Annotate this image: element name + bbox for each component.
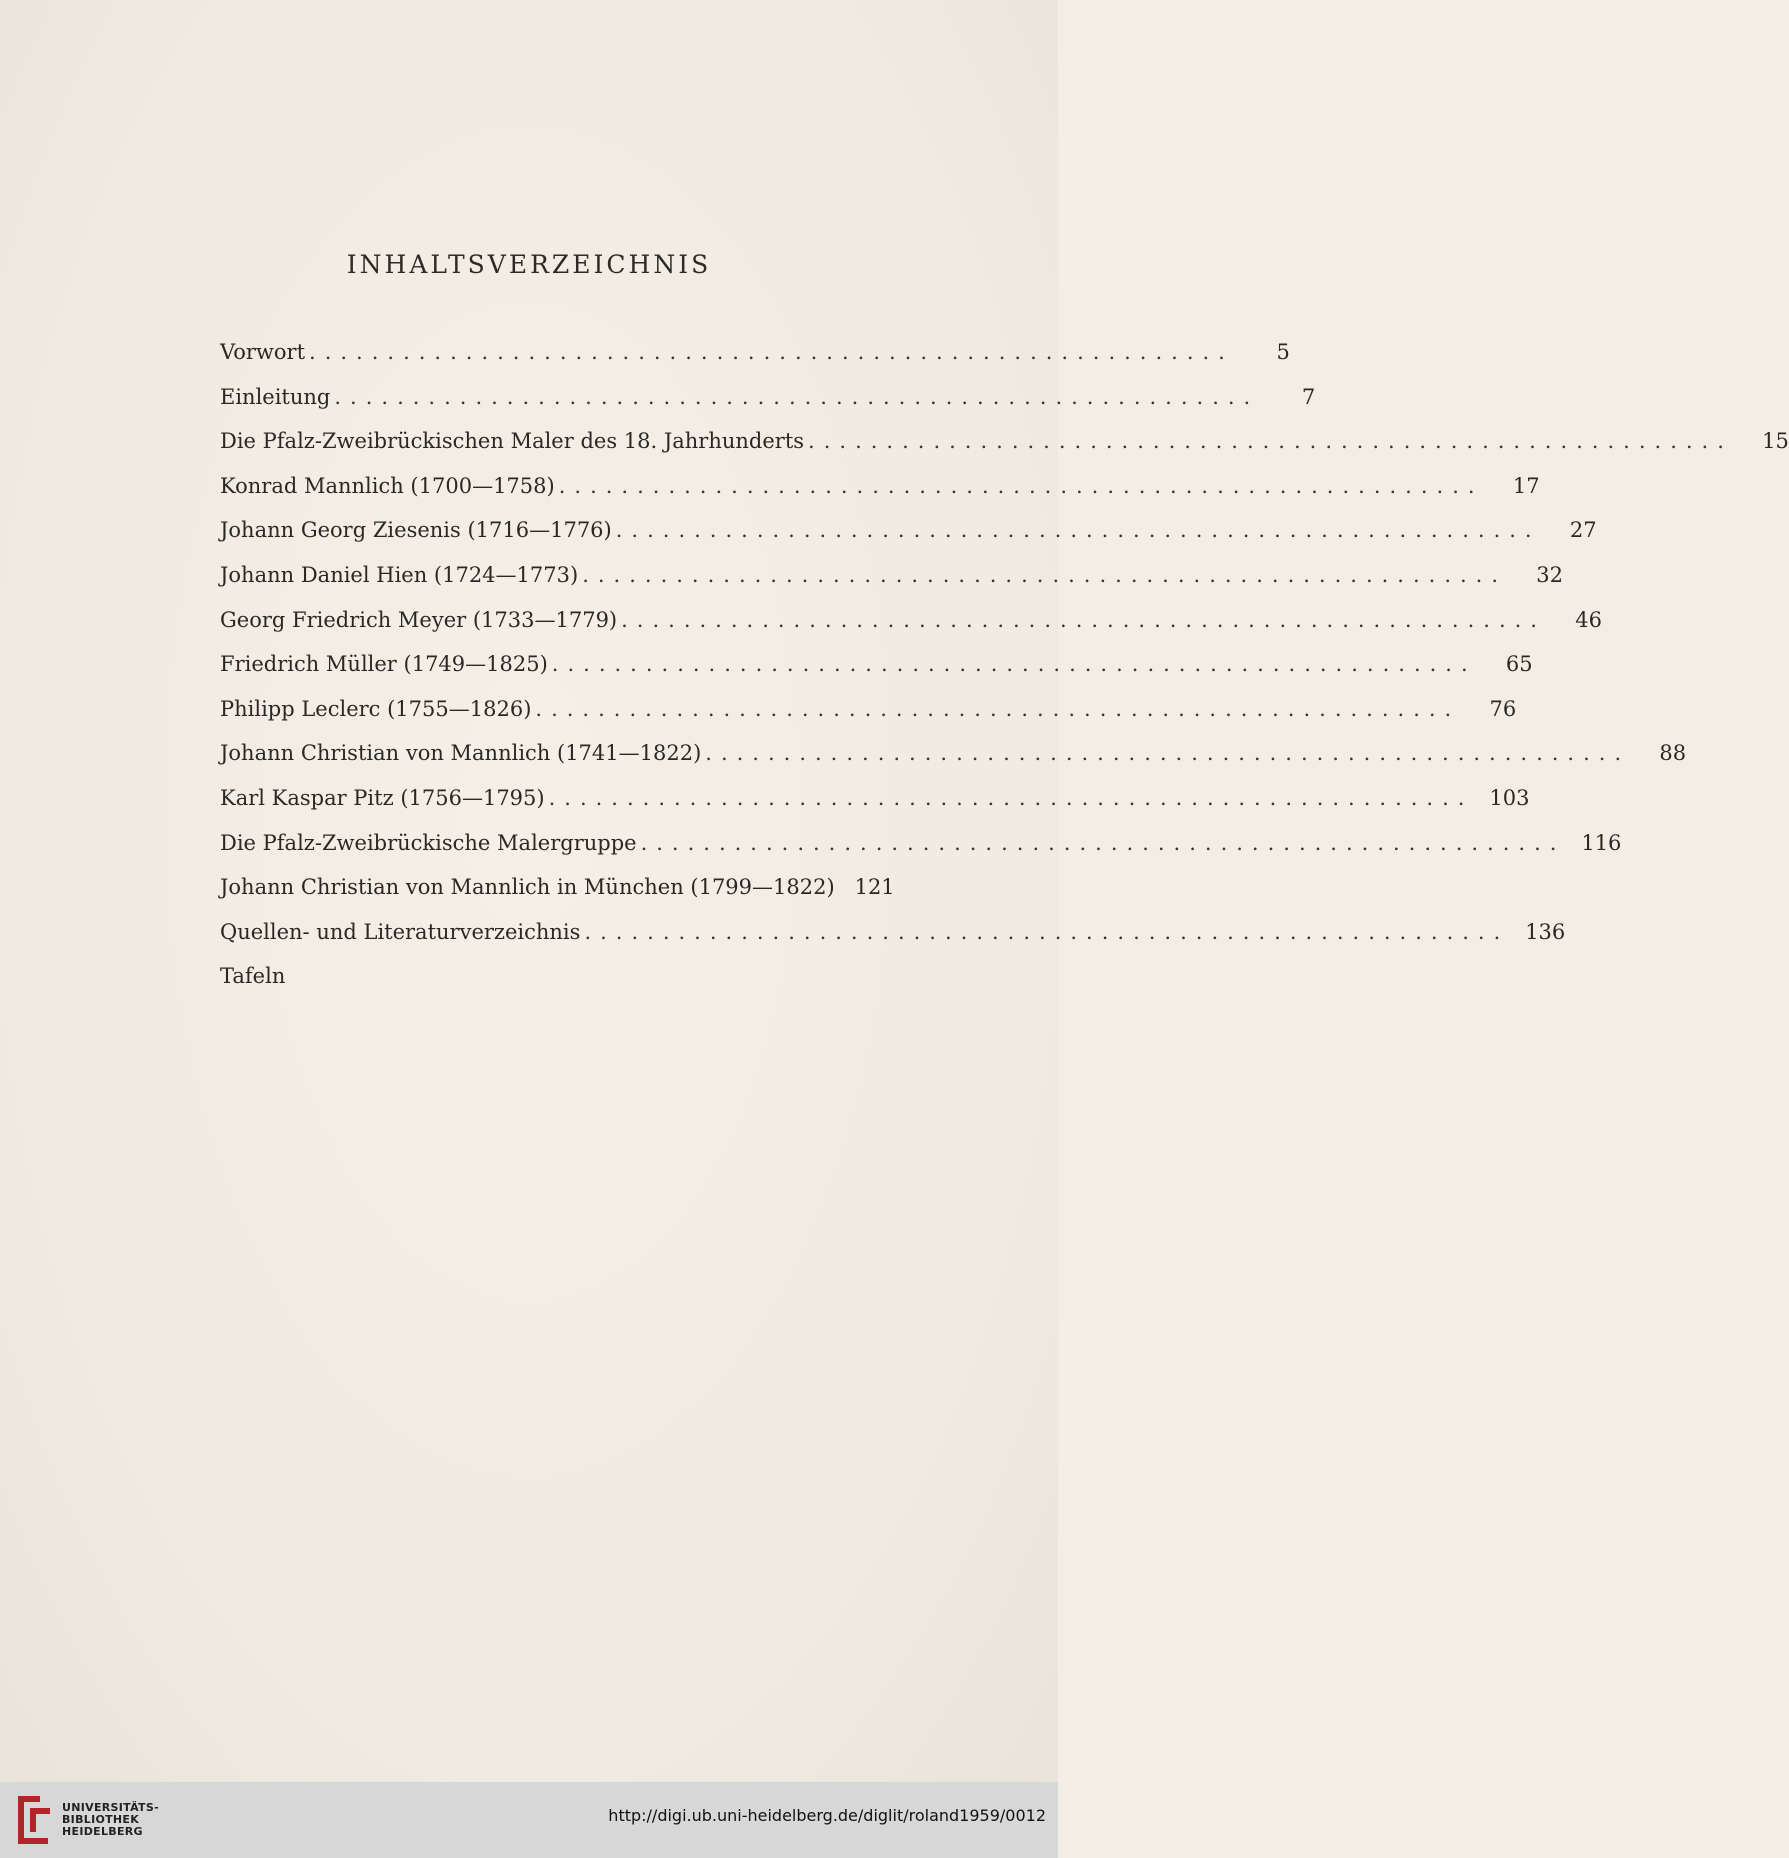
toc-leader-dots: ...........................................................: [548, 785, 1474, 810]
toc-entry: [220, 384, 1316, 430]
toc-page-number: 121: [854, 875, 895, 900]
toc-entry-label: Johann Daniel Hien (1724—1773): [220, 562, 579, 587]
library-name-line: HEIDELBERG: [62, 1825, 143, 1838]
toc-leader-dots: ...........................................................: [615, 518, 1541, 543]
toc-page-number: 136: [1525, 919, 1566, 944]
toc-page-number: 7: [1301, 384, 1316, 409]
toc-entry-label: Die Pfalz-Zweibrückischen Maler des 18. Jahrhunderts: [220, 429, 805, 454]
toc-leader-dots: ...........................................................: [621, 607, 1546, 632]
toc-page-number: 15: [1762, 429, 1789, 454]
toc-entry: [220, 741, 1687, 786]
toc-page-number: 103: [1489, 785, 1530, 810]
library-name-line: BIBLIOTHEK: [62, 1813, 140, 1826]
toc-entry-label: Johann Christian von Mannlich in München (1799—1822): [220, 875, 835, 900]
toc-page-number: 46: [1575, 607, 1602, 632]
toc-page-number: 5: [1276, 340, 1290, 364]
toc-entry: [220, 607, 1602, 653]
toc-entry-label: Quellen- und Literaturverzeichnis: [220, 919, 581, 944]
toc-page-number: 116: [1581, 830, 1622, 855]
toc-entry-label: Friedrich Müller (1749—1825): [220, 652, 548, 677]
library-name-line: UNIVERSITÄTS-: [62, 1801, 159, 1814]
toc-entry-label: Konrad Mannlich (1700—1758): [220, 473, 555, 498]
toc-leader-dots: ...........................................................: [705, 741, 1631, 766]
toc-page-number: 65: [1505, 652, 1533, 677]
toc-leader-dots: ...........................................................: [558, 473, 1484, 498]
toc-page-number: 17: [1512, 473, 1540, 498]
toc-entry-label: Einleitung: [220, 384, 331, 409]
toc-entry: [220, 785, 1530, 831]
toc-leader-dots: ...........................................................: [582, 562, 1508, 587]
toc-leader-dots: ...........................................................: [334, 384, 1260, 409]
toc-leader-dots: ...........................................................: [551, 652, 1477, 677]
library-name: [62, 1802, 159, 1838]
toc-entry-label: Karl Kaspar Pitz (1756—1795): [220, 785, 545, 810]
toc-entry: [220, 830, 1622, 876]
toc-leader-dots: ...........................................................: [309, 340, 1234, 364]
toc-entry: [220, 562, 1564, 608]
toc-entry-label: Tafeln: [220, 964, 286, 989]
toc-entry: [220, 652, 1533, 697]
toc-leader-dots: ...........................................................: [640, 830, 1566, 855]
toc-entry: [220, 340, 1290, 385]
toc-leader-dots: ...........................................................: [584, 919, 1510, 944]
toc-entry: [220, 696, 1517, 742]
toc-page-number: 27: [1569, 518, 1597, 543]
toc-entry: [220, 518, 1597, 563]
page-title: INHALTSVERZEICHNIS: [346, 250, 712, 279]
toc-entry-label: Johann Georg Ziesenis (1716—1776): [220, 518, 612, 543]
toc-entry-label: Philipp Leclerc (1755—1826): [220, 696, 532, 721]
toc-page-number: 76: [1489, 696, 1517, 721]
toc-entry: [220, 875, 895, 920]
toc-entry: [220, 473, 1540, 519]
toc-entry: [220, 919, 1566, 965]
toc-entry-label: Die Pfalz-Zweibrückische Malergruppe: [220, 830, 637, 855]
toc-entry: [220, 429, 1789, 474]
toc-entry-label: Johann Christian von Mannlich (1741—1822): [220, 741, 702, 766]
toc-page-number: 32: [1536, 562, 1564, 587]
toc-entry-label: Vorwort: [220, 340, 306, 364]
toc-leader-dots: ...........................................................: [808, 429, 1733, 454]
source-url-link[interactable]: http://digi.ub.uni-heidelberg.de/diglit/roland1959/0012: [608, 1806, 1046, 1825]
digitization-footer: [0, 1782, 1058, 1858]
toc-entry: [220, 964, 892, 1009]
toc-entry-label: Georg Friedrich Meyer (1733—1779): [220, 607, 618, 632]
table-of-contents: [220, 340, 1789, 1009]
library-logo-icon: [10, 1792, 56, 1848]
toc-page-number: 88: [1659, 741, 1687, 766]
toc-leader-dots: ...........................................................: [535, 696, 1461, 721]
